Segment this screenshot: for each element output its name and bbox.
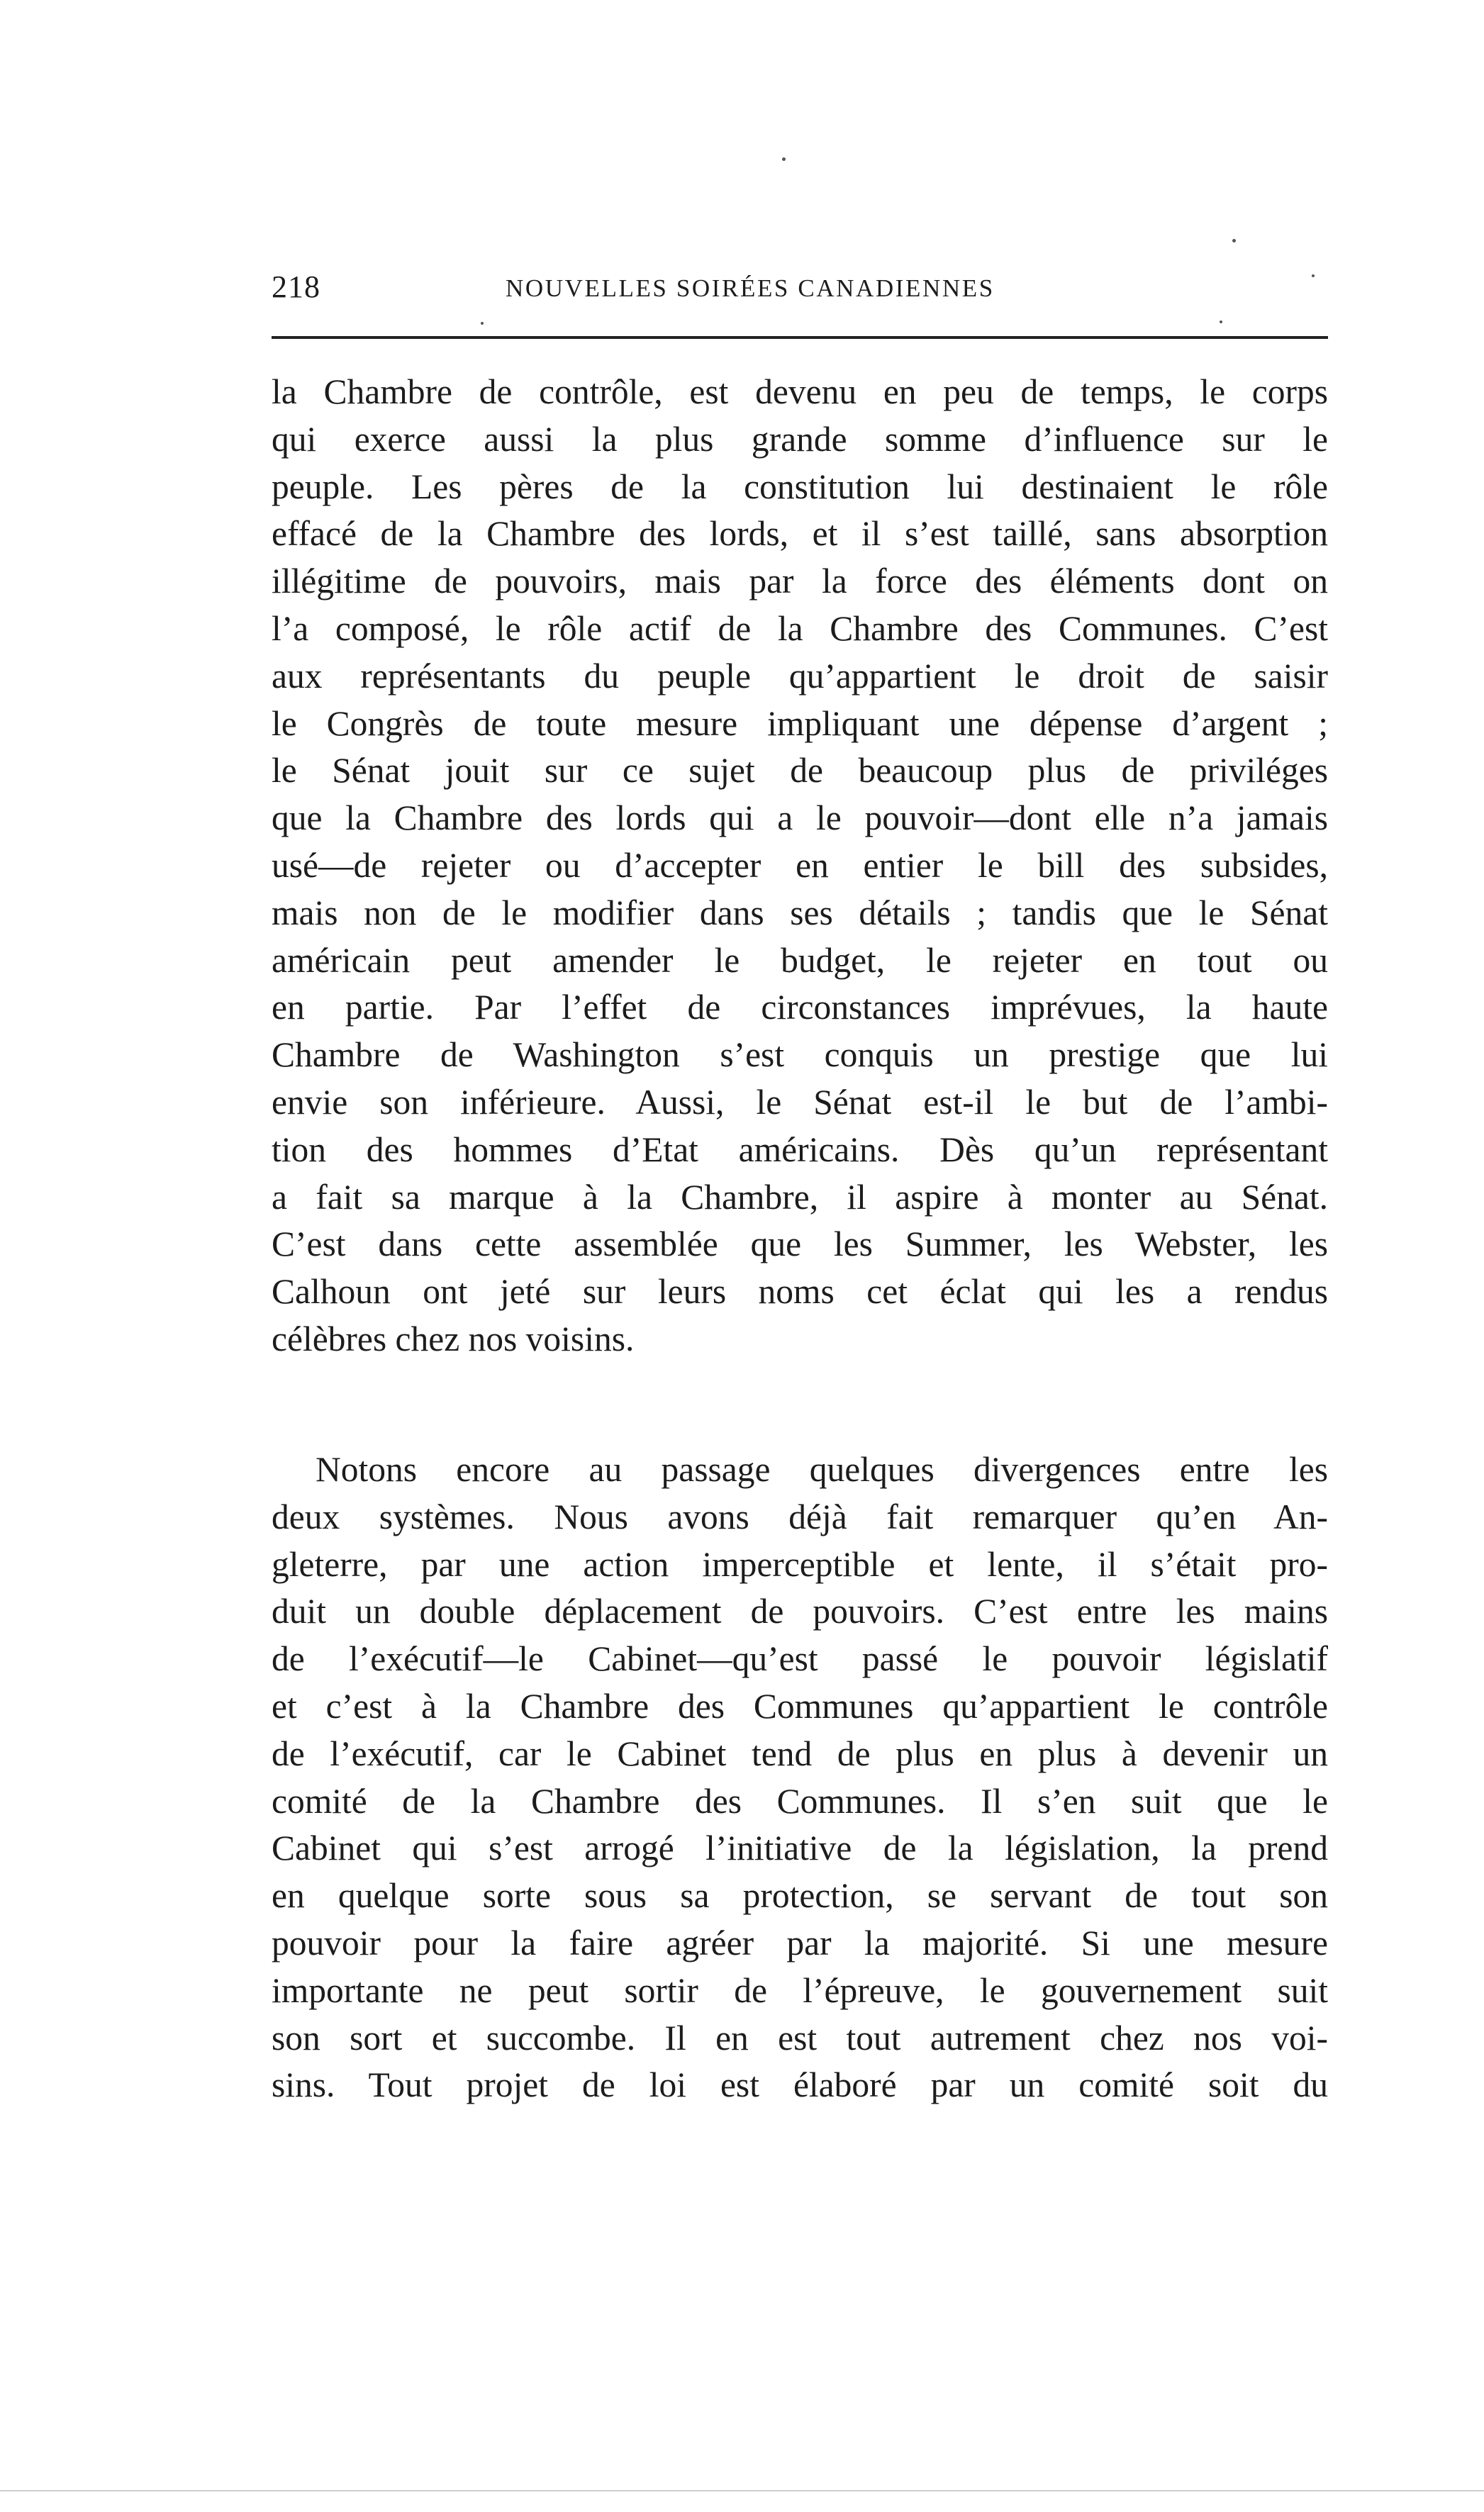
paragraph-2 — [272, 1446, 1328, 2109]
print-speck — [481, 322, 484, 325]
text-line: Cabinet qui s’est arrogé l’initiative de la législation, la prend — [272, 1829, 1328, 1868]
text-line: importante ne peut sortir de l’épreuve, le gouvernement suit — [272, 1970, 1328, 2010]
text-line: de l’exécutif—le Cabinet—qu’est passé le pouvoir législatif — [272, 1639, 1328, 1679]
text-line: le Congrès de toute mesure impliquant une dépense d’argent ; — [272, 703, 1328, 743]
text-line: l’a composé, le rôle actif de la Chambre des Communes. C’est — [272, 608, 1328, 648]
text-line: Notons encore au passage quelques divergences entre les — [316, 1450, 1328, 1489]
text-line: C’est dans cette assemblée que les Summer, les Webster, les — [272, 1224, 1328, 1264]
paragraph-1 — [272, 369, 1328, 1363]
text-line: sins. Tout projet de loi est élaboré par un comité soit du — [272, 2065, 1328, 2105]
running-head — [272, 266, 1328, 308]
text-line: deux systèmes. Nous avons déjà fait remarquer qu’en An- — [272, 1497, 1328, 1536]
text-line: envie son inférieure. Aussi, le Sénat est-il le but de l’ambi- — [272, 1082, 1328, 1122]
print-speck — [782, 157, 786, 161]
text-line: en quelque sorte sous sa protection, se servant de tout son — [272, 1876, 1328, 1916]
text-line: Chambre de Washington s’est conquis un prestige que lui — [272, 1035, 1328, 1075]
text-line: aux représentants du peuple qu’appartient le droit de saisir — [272, 656, 1328, 696]
text-line: comité de la Chambre des Communes. Il s’en suit que le — [272, 1781, 1328, 1821]
print-speck — [1232, 239, 1236, 242]
text-line: peuple. Les pères de la constitution lui destinaient le rôle — [272, 467, 1328, 506]
text-line: la Chambre de contrôle, est devenu en peu de temps, le corps — [272, 372, 1328, 411]
scan-edge-line — [0, 2490, 1484, 2491]
text-line: de l’exécutif, car le Cabinet tend de plus en plus à devenir un — [272, 1734, 1328, 1773]
text-line: son sort et succombe. Il en est tout autrement chez nos voi- — [272, 2018, 1328, 2058]
text-line: tion des hommes d’Etat américains. Dès qu’un représentant — [272, 1129, 1328, 1169]
text-line: a fait sa marque à la Chambre, il aspire à monter au Sénat. — [272, 1177, 1328, 1217]
text-line: américain peut amender le budget, le rejeter en tout ou — [272, 940, 1328, 980]
text-line: que la Chambre des lords qui a le pouvoir—dont elle n’a jamais — [272, 798, 1328, 838]
text-line: en partie. Par l’effet de circonstances imprévues, la haute — [272, 988, 1328, 1027]
print-speck — [1220, 320, 1222, 323]
page-number: 218 — [272, 269, 320, 304]
text-line: effacé de la Chambre des lords, et il s’est taillé, sans absorption — [272, 514, 1328, 554]
text-line: qui exerce aussi la plus grande somme d’influence sur le — [272, 419, 1328, 459]
text-line: le Sénat jouit sur ce sujet de beaucoup plus de priviléges — [272, 751, 1328, 791]
text-line: pouvoir pour la faire agréer par la majorité. Si une mesure — [272, 1923, 1328, 1963]
text-line: duit un double déplacement de pouvoirs. C’est entre les mains — [272, 1592, 1328, 1631]
text-line: célèbres chez nos voisins. — [272, 1319, 635, 1358]
text-line: Calhoun ont jeté sur leurs noms cet éclat qui les a rendus — [272, 1272, 1328, 1312]
text-line: et c’est à la Chambre des Communes qu’appartient le contrôle — [272, 1686, 1328, 1726]
text-line: mais non de le modifier dans ses détails ; tandis que le Sénat — [272, 893, 1328, 932]
text-line: illégitime de pouvoirs, mais par la force des éléments dont on — [272, 562, 1328, 601]
text-line: usé—de rejeter ou d’accepter en entier le bill des subsides, — [272, 845, 1328, 885]
header-rule — [272, 336, 1328, 339]
running-title: NOUVELLES SOIRÉES CANADIENNES — [506, 274, 995, 302]
text-line: gleterre, par une action imperceptible et lente, il s’était pro- — [272, 1544, 1328, 1584]
